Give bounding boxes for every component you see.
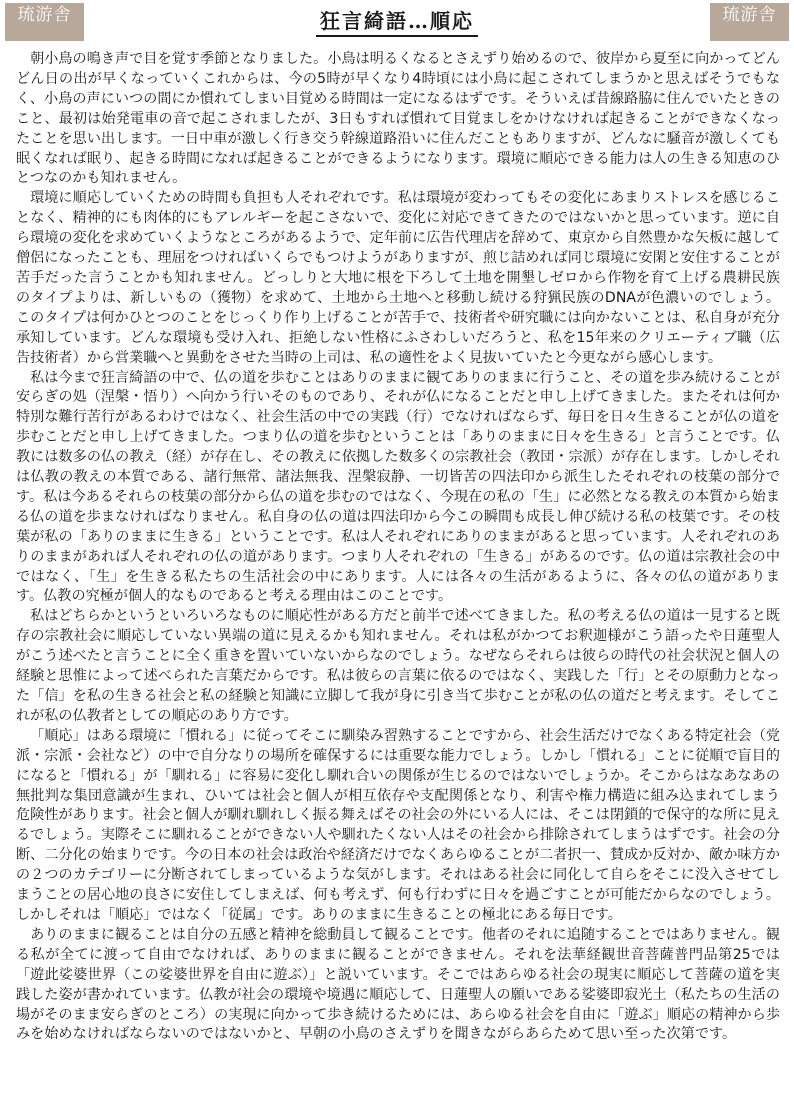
paragraph-3: 私は今まで狂言綺語の中で、仏の道を歩むことはありのままに観てありのままに行うこと、その道を歩み続けることが安らぎの処（涅槃・悟り）へ向かう行いそのものであり、それが仏になることだと申し上げてきました。またそれは何か特別な難行苦行があるわけではなく、社会生活の中での実践（行）でなければならず、毎日を日々生きることが仏の道を歩むことだと申し上げてきました。つまり仏の道を歩むということは「ありのままに日々を生きる」と言うことです。仏教には数多の仏の教え（経）が存在し、その教えに依拠した数多くの宗教社会（教団・宗派）が存在します。しかしそれは仏教の教えの本質である、諸行無常、諸法無我、涅槃寂静、一切皆苦の四法印から派生したそれぞれの枝葉の部分です。私は今あるそれらの枝葉の部分から仏の道を歩むのではなく、今現在の私の「生」に必然となる教えの本質から始まる仏の道を歩まなければなりません。私自身の仏の道は四法印から今この瞬間も成長し伸び続ける私の枝葉です。その枝葉が私の「ありのままに生きる」ということです。私は人それぞれにありのままがあると思っています。人それぞれのありのままがあれば人それぞれの仏の道があります。つまり人それぞれの「生きる」があるのです。仏の道は宗教社会の中ではなく、「生」を生きる私たちの生活社会の中にあります。人には各々の生活があるように、各々の仏の道があります。仏教の究極が個人的なものであると考える理由はこのことです。 [16,369,780,605]
paragraph-5: 「順応」はある環境に「慣れる」に従ってそこに馴染み習熟することですから、社会生活だけでなくある特定社会（党派・宗派・会社など）の中で自分なりの場所を確保するには重要な能力でしょう。しかし「慣れる」ことに従順で盲目的になると「慣れる」が「馴れる」に容易に変化し馴れ合いの関係が生じるのではないでしょうか。そこからはなあなあの無批判な集団意識が生まれ、ひいては社会と個人が相互依存や支配関係となり、利害や権力構造に組み込まれてしまう危険性があります。社会と個人が馴れ馴れしく振る舞えばその社会の外にいる人には、そこは閉鎖的で保守的な所に見えるでしょう。実際そこに馴れることができない人や馴れたくない人はその社会から排除されてしまうはずです。社会の分断、二分化の始まりです。今の日本の社会は政治や経済だけでなくあらゆることが二者択一、賛成か反対か、敵か味方かの２つのカテゴリーに分断されてしまっているような気がします。それはある社会に同化して自らをそこに没入させてしまうことの居心地の良さに安住してしまえば、何も考えず、何も行わずに日々を過ごすことが可能だからなのでしょう。しかしそれは「順応」ではなく「従属」です。ありのままに生きることの極北にある毎日です。 [16,727,780,923]
article-body [16,50,780,1090]
logo-left-name: 琉游舎 [17,5,72,25]
paragraph-4: 私はどちらかというといろいろなものに順応性がある方だと前半で述べてきました。私の考える仏の道は一見すると既存の宗教社会に順応していない異端の道に見えるかも知れません。それは私がかつてお釈迦様がこう語ったや日蓮聖人がこう述べたと言うことに全く重きを置いていないからなのでしょう。なぜならそれらは彼らの時代の社会状況と個人の経験と思惟によって述べられた言葉だからです。私は彼らの言葉に依るのではなく、実践した「行」とその原動力となった「信」を私の生きる社会と私の経験と知識に立脚して我が身に引き当て歩むことが私の仏の道だと考えます。そしてこれが私の仏教者としての順応のあり方です。 [16,608,780,724]
page-title: 狂言綺語…順応 [316,8,478,37]
paragraph-6: ありのままに観ることは自分の五感と精神を総動員して観ることです。他者のそれに追随することではありません。観る私が全てに渡って自由でなければ、ありのままに観ることができません。それを法華経観世音菩薩普門品第25では「遊此娑婆世界（この娑婆世界を自由に遊ぶ）」と説いています。そこではあらゆる社会の現実に順応して菩薩の道を実践した姿が書かれています。仏教が社会の環境や境遇に順応して、日蓮聖人の願いである娑婆即寂光土（私たちの生活の場がそのまま安らぎのところ）の実現に向かって歩き続けるためには、あらゆる社会を自由に「遊ぶ」順応の精神から歩みを始めなければならないのではないかと、早朝の小鳥のさえずりを聞きながらあらためて思い至った次第です。 [16,926,780,1043]
page-title-wrapper [0,5,794,37]
logo-right-name: 琉游舎 [722,5,777,25]
logo-right [710,3,789,41]
paragraph-1: 朝小鳥の鳴き声で目を覚す季節となりました。小鳥は明るくなるとさえずり始めるので、彼岸から夏至に向かってどんどん日の出が早くなっていくこれからは、今の5時が早くなり4時頃には小鳥に起こされてしまうかと思えばそうでもなく、小鳥の声にいつの間にか慣れてしまい目覚める時間は一定になるはずです。そういえば昔線路脇に住んでいたときのこと、最初は始発電車の音で起こされましたが、3日もすれば慣れて目覚ましをかけなければ起きることができなくなったことを思い出します。一日中車が激しく行き交う幹線道路沿いに住んだこともありますが、どんなに騒音が激しくても眠くなれば眠り、起きる時間になれば起きることができるようになります。環境に順応できる能力は人の生きる知恵のひとつなのかも知れません。 [16,51,780,187]
paragraph-2: 環境に順応していくための時間も負担も人それぞれです。私は環境が変わってもその変化にあまりストレスを感じることなく、精神的にも肉体的にもアレルギーを起こさないで、変化に対応できてきたのではないかと思っています。逆に自ら環境の変化を求めていくようなところがあるようで、定年前に広告代理店を辞めて、東京から自然豊かな矢板に越して僧侶になったことも、理屈をつければいくらでもつけようがありますが、煎じ詰めれば同じ環境に安閑と安住することが苦手だった言うことかも知れません。どっしりと大地に根を下ろして土地を開墾しゼロから作物を育て上げる農耕民族のタイプよりは、新しいもの（獲物）を求めて、土地から土地へと移動し続ける狩猟民族のDNAが色濃いのでしょう。このタイプは何かひとつのことをじっくり作り上げることが苦手で、技術者や研究職には向かないことは、私自身が充分承知しています。どんな環境も受け入れ、拒絶しない性格にふさわしいだろうと、私を15年来のクリエーティブ職（広告技術者）から営業職へと異動をさせた当時の上司は、私の適性をよく見抜いていたと今更ながら感心します。 [16,190,780,366]
